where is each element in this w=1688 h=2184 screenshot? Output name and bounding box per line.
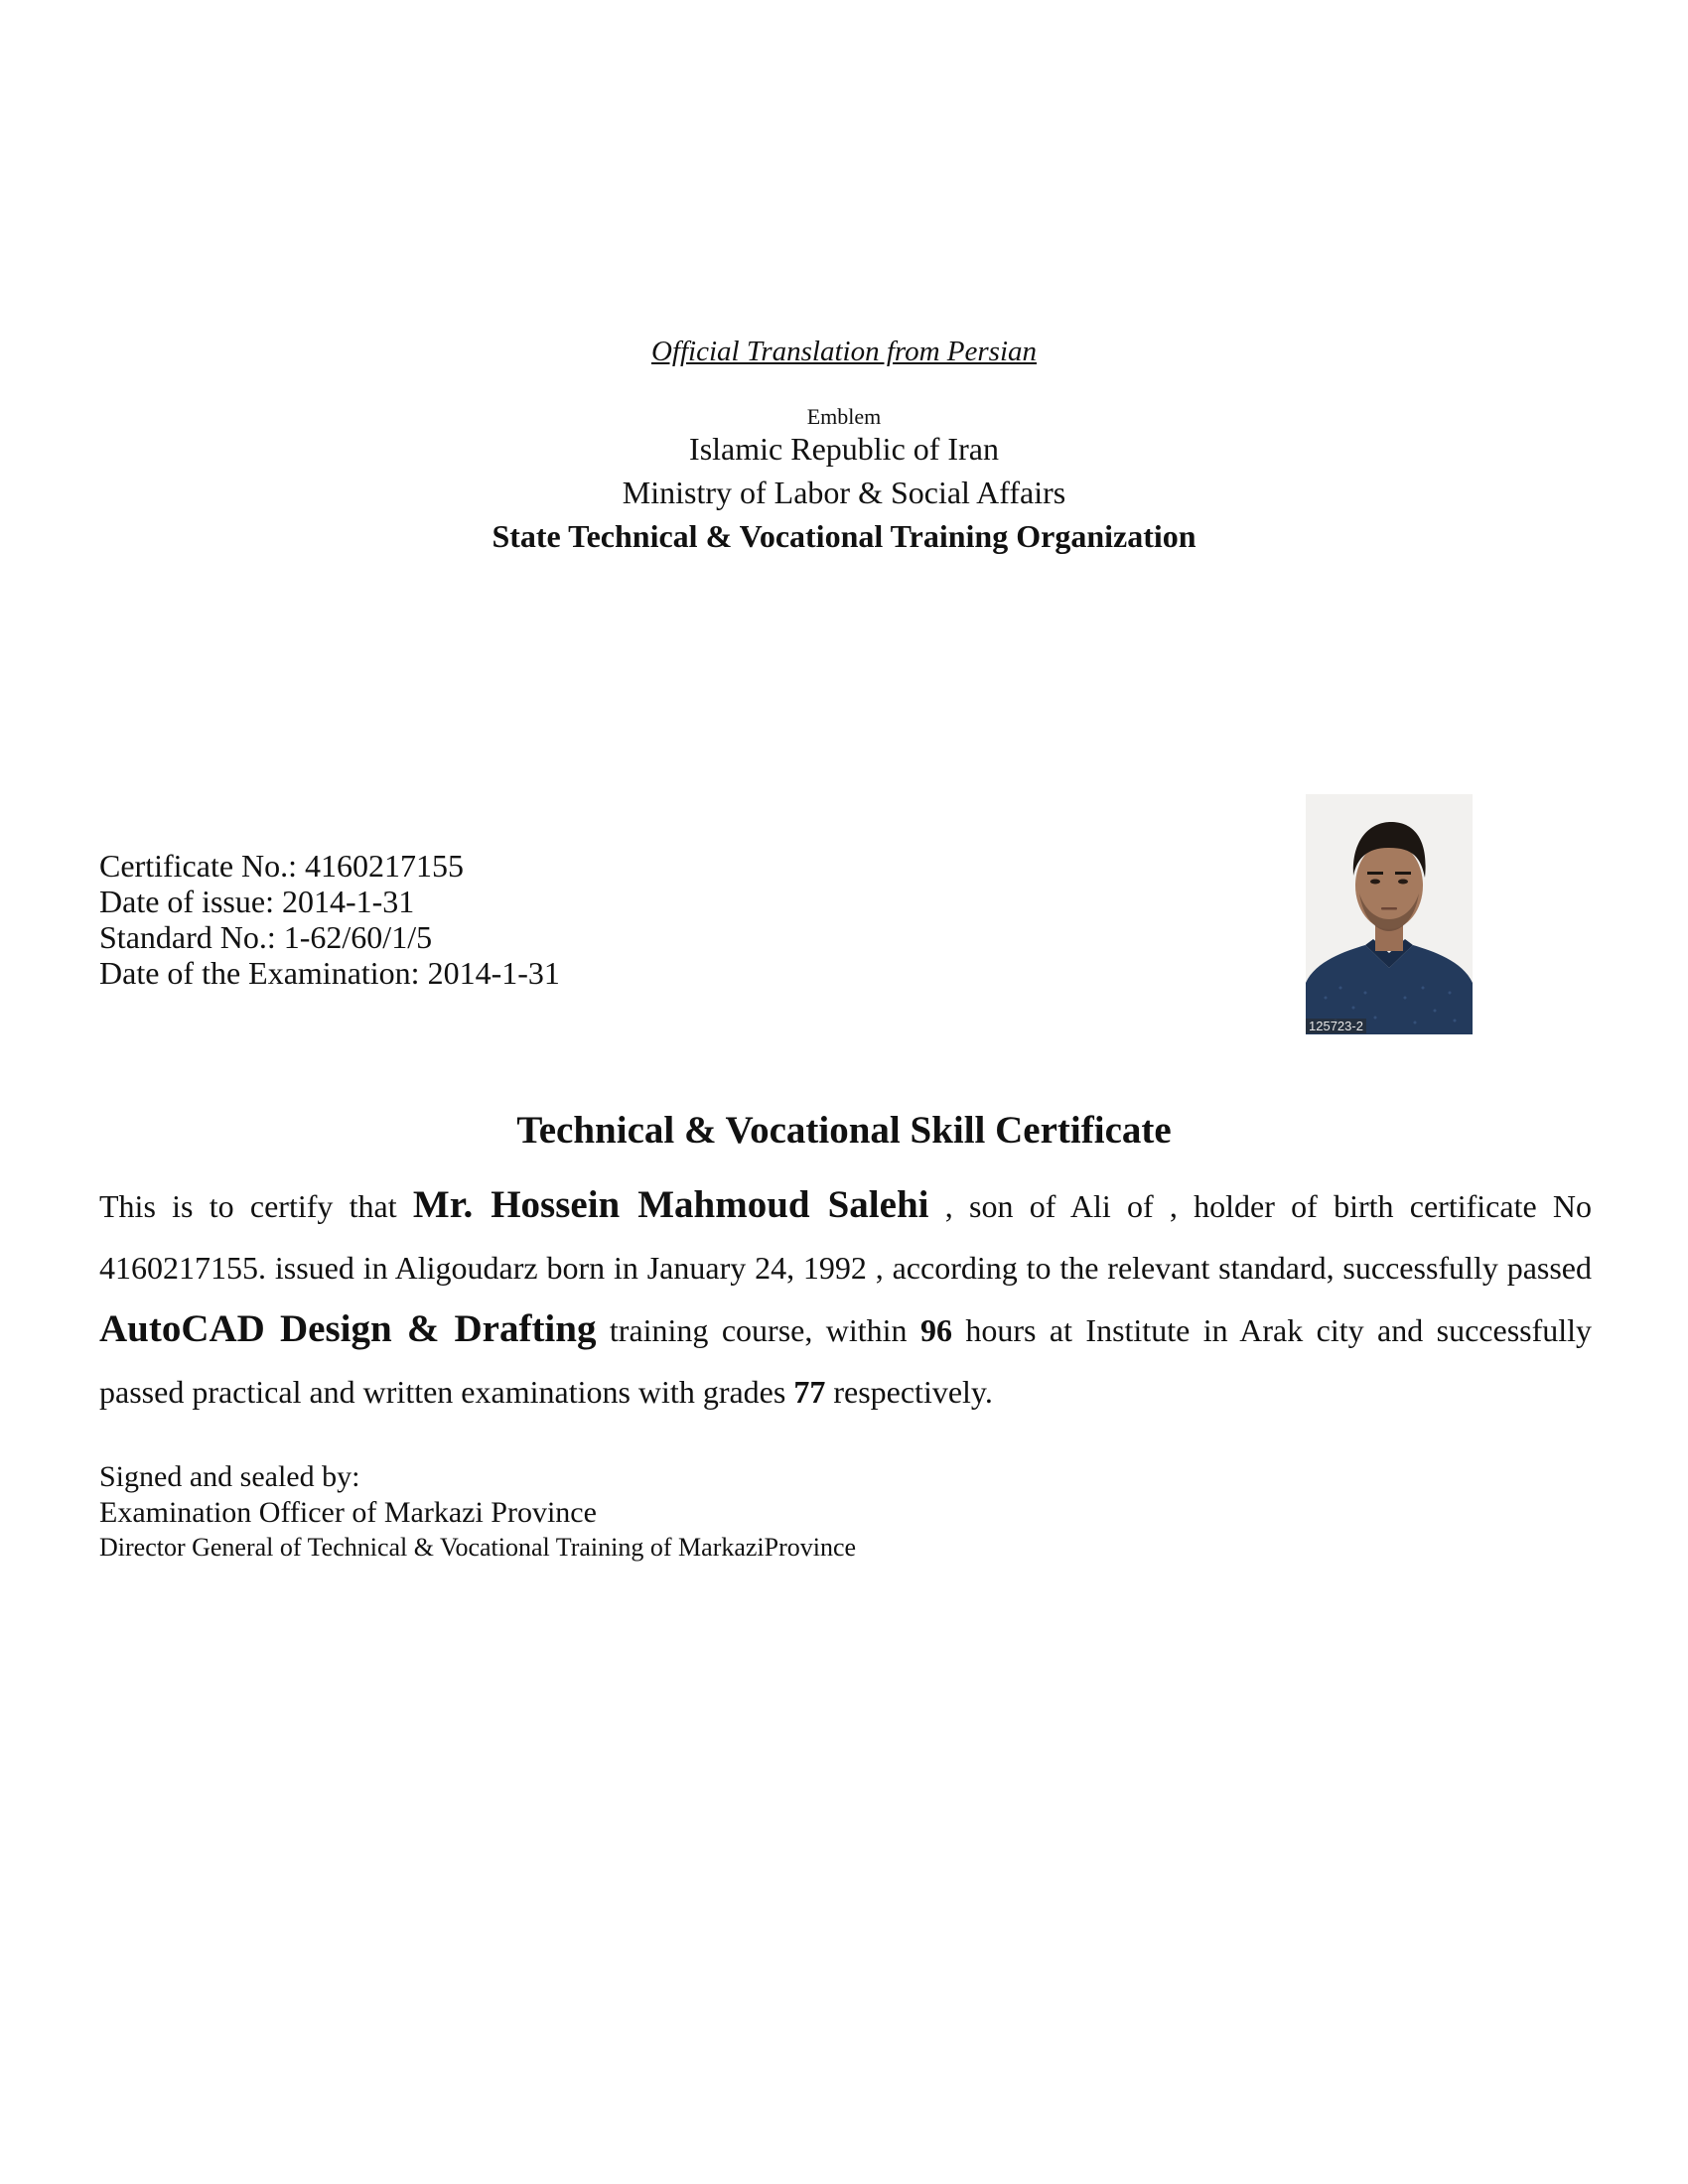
photo-code: 125723-2	[1306, 1019, 1366, 1033]
certificate-text-4: respectively.	[833, 1374, 993, 1410]
examination-officer: Examination Officer of Markazi Province	[99, 1496, 597, 1529]
date-of-issue: Date of issue: 2014-1-31	[99, 884, 415, 919]
course-name: AutoCAD Design & Drafting	[99, 1307, 597, 1350]
standard-number: Standard No.: 1-62/60/1/5	[99, 919, 433, 955]
certificate-meta	[99, 848, 560, 991]
certificate-text-2: training course, within	[609, 1312, 908, 1348]
translation-note: Official Translation from Persian	[650, 336, 1038, 367]
certificate-number: Certificate No.: 4160217155	[99, 848, 465, 884]
holder-photo	[1306, 794, 1473, 1034]
course-hours: 96	[919, 1312, 952, 1348]
ministry-name: Ministry of Labor & Social Affairs	[622, 475, 1066, 510]
certificate-text-3: hours at Institute in Arak city and successfully passed practical and written examinations with grades	[99, 1312, 1593, 1410]
certificate-title: Technical & Vocational Skill Certificate	[516, 1109, 1172, 1152]
emblem-label: Emblem	[806, 404, 882, 429]
director-general: Director General of Technical & Vocational Training of MarkaziProvince	[99, 1533, 857, 1562]
certificate-body	[99, 1174, 1592, 1423]
signed-by-label: Signed and sealed by:	[99, 1460, 360, 1493]
country-name: Islamic Republic of Iran	[689, 431, 999, 467]
examination-date: Date of the Examination: 2014-1-31	[99, 955, 560, 991]
signature-block	[99, 1459, 856, 1565]
portrait-image	[1306, 794, 1473, 1034]
exam-grade: 77	[793, 1374, 826, 1410]
certificate-text-1: , son of Ali of , holder of birth certificate No 4160217155. issued in Aligoudarz born in January 24, 1992 , according to the relevant standard, successfully passed	[99, 1188, 1593, 1286]
organization-name: State Technical & Vocational Training Organization	[492, 518, 1196, 554]
certificate-intro: This is to certify that	[99, 1188, 397, 1224]
holder-name: Mr. Hossein Mahmoud Salehi	[412, 1183, 929, 1226]
